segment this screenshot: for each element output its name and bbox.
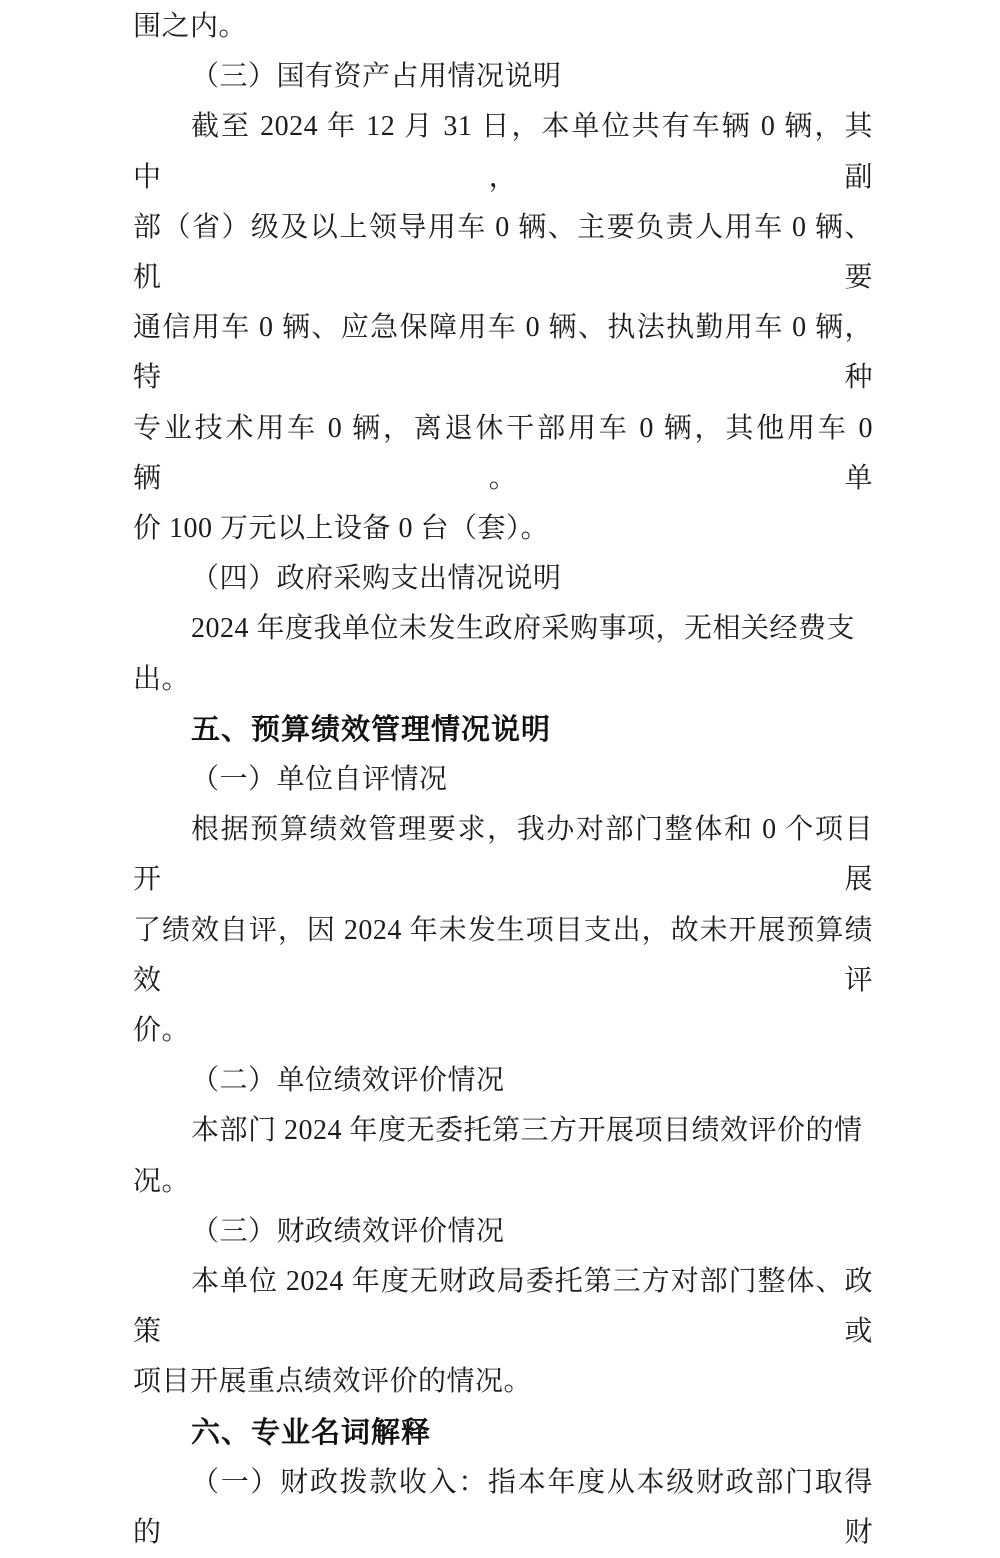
paragraph-line: 了绩效自评，因 2024 年未发生项目支出，故未开展预算绩效评 [133,914,873,996]
paragraph-line: 通信用车 0 辆、应急保障用车 0 辆、执法执勤用车 0 辆，特种 [133,312,873,394]
paragraph-line: 根据预算绩效管理要求，我办对部门整体和 0 个项目开展 [133,814,873,896]
section-heading: 六、专业名词解释 [191,1416,432,1449]
paragraph-line: 价。 [133,1015,191,1047]
subsection-heading: （一）单位自评情况 [191,764,448,796]
subsection-heading: （四）政府采购支出情况说明 [191,563,562,595]
paragraph-line: 项目开展重点绩效评价的情况。 [133,1366,533,1398]
paragraph-line: 2024 年度我单位未发生政府采购事项，无相关经费支出。 [133,613,856,695]
paragraph-line: 截至 2024 年 12 月 31 日，本单位共有车辆 0 辆，其中，副 [133,111,873,193]
subsection-heading: （三）财政绩效评价情况 [191,1215,505,1247]
paragraph-line: 部（省）级及以上领导用车 0 辆、主要负责人用车 0 辆、机要 [133,211,873,294]
subsection-heading: （三）国有资产占用情况说明 [191,61,562,93]
section-heading: 五、预算绩效管理情况说明 [191,713,552,746]
paragraph-line: 本单位 2024 年度无财政局委托第三方对部门整体、政策或 [133,1266,873,1348]
paragraph-line: 专业技术用车 0 辆，离退休干部用车 0 辆，其他用车 0 辆。单 [133,412,873,494]
subsection-heading: （二）单位绩效评价情况 [191,1065,505,1097]
paragraph-line: 围之内。 [133,11,248,42]
paragraph-line: （一）财政拨款收入：指本年度从本级财政部门取得的财 [133,1466,873,1549]
paragraph-line: 本部门 2024 年度无委托第三方开展项目绩效评价的情况。 [133,1115,863,1197]
document-text-column [133,2,873,1558]
paragraph-line: 价 100 万元以上设备 0 台（套）。 [133,513,550,545]
